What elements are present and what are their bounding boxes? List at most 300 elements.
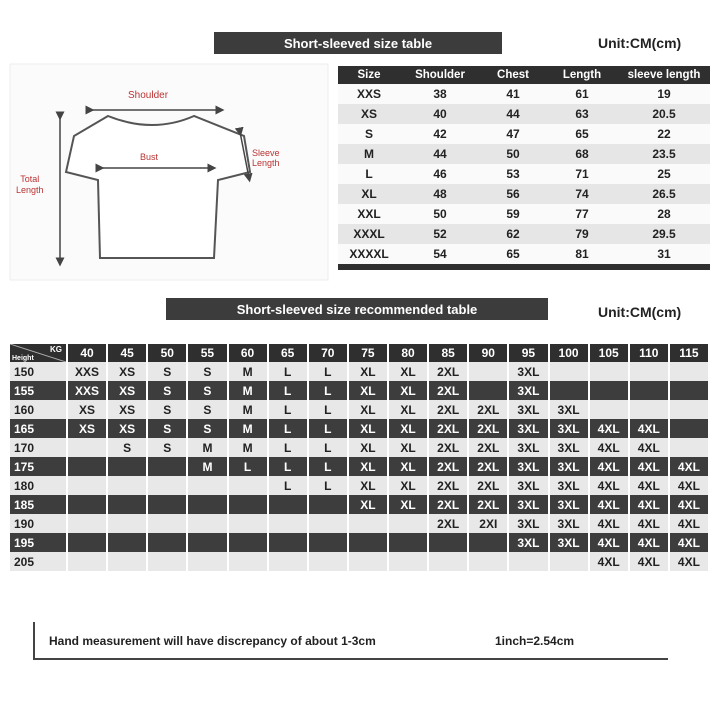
sleeve-length-label <box>252 148 280 168</box>
recommended-size-cell <box>389 552 427 571</box>
measurement-cell: 53 <box>480 164 546 184</box>
recommended-size-cell <box>188 514 226 533</box>
measurement-cell: 26.5 <box>618 184 710 204</box>
weight-header-cell: 50 <box>148 344 186 362</box>
recommended-size-cell: L <box>269 419 307 438</box>
recommended-size-cell: 4XL <box>590 457 628 476</box>
recommended-size-cell <box>108 514 146 533</box>
recommended-size-cell: S <box>148 419 186 438</box>
measurement-cell: 48 <box>400 184 480 204</box>
recommended-size-cell: 2XL <box>429 495 467 514</box>
recommended-size-cell <box>550 362 588 381</box>
recommended-size-cell: 2XL <box>469 438 507 457</box>
recommended-size-cell: 2XL <box>429 400 467 419</box>
recommended-size-cell: 2XL <box>429 362 467 381</box>
sleeve-label-line1: Sleeve <box>252 148 280 158</box>
size-name-cell: XXXXL <box>338 244 400 264</box>
recommended-size-cell: M <box>229 362 267 381</box>
recommended-row <box>10 495 708 514</box>
recommended-size-cell <box>108 495 146 514</box>
size-name-cell: M <box>338 144 400 164</box>
recommended-size-cell <box>670 362 708 381</box>
weight-header-cell: 105 <box>590 344 628 362</box>
recommended-size-cell: S <box>188 419 226 438</box>
recommended-size-cell: XL <box>389 438 427 457</box>
recommended-size-cell: M <box>188 438 226 457</box>
recommended-size-cell <box>188 552 226 571</box>
recommended-size-cell <box>429 533 467 552</box>
recommended-size-cell: 2XL <box>469 495 507 514</box>
weight-header-cell: 110 <box>630 344 668 362</box>
weight-header-cell: 75 <box>349 344 387 362</box>
recommended-size-cell: S <box>188 381 226 400</box>
recommended-size-cell: 4XL <box>670 476 708 495</box>
recommended-size-cell: XL <box>349 419 387 438</box>
recommended-size-cell: M <box>229 438 267 457</box>
bust-label: Bust <box>140 152 159 162</box>
height-cell: 160 <box>10 400 66 419</box>
recommended-size-cell: 4XL <box>590 476 628 495</box>
height-cell: 205 <box>10 552 66 571</box>
measurement-cell: 47 <box>480 124 546 144</box>
recommended-size-cell: 3XL <box>550 438 588 457</box>
measurement-cell: 31 <box>618 244 710 264</box>
weight-header-cell: 85 <box>429 344 467 362</box>
recommended-size-cell: 3XL <box>509 495 547 514</box>
recommended-size-cell <box>349 533 387 552</box>
measurement-cell: 68 <box>546 144 618 164</box>
recommended-size-cell: 2XL <box>429 419 467 438</box>
recommended-size-cell <box>68 457 106 476</box>
corner-cell <box>10 344 66 362</box>
recommended-size-cell: 2XL <box>469 400 507 419</box>
recommended-size-cell <box>269 495 307 514</box>
recommended-size-cell <box>670 381 708 400</box>
height-cell: 165 <box>10 419 66 438</box>
recommended-size-cell: XL <box>349 381 387 400</box>
recommended-size-cell: 3XL <box>509 362 547 381</box>
recommended-size-cell <box>188 533 226 552</box>
recommended-size-cell: 2XL <box>429 381 467 400</box>
recommended-size-cell: XL <box>349 476 387 495</box>
recommended-size-cell: 4XL <box>630 457 668 476</box>
size-table-header <box>338 66 710 84</box>
recommended-size-cell: 3XL <box>550 400 588 419</box>
height-cell: 170 <box>10 438 66 457</box>
size-table-banner: Short-sleeved size table <box>214 32 502 54</box>
recommended-size-cell <box>550 381 588 400</box>
recommended-size-cell: XL <box>349 457 387 476</box>
corner-kg-label: KG <box>50 345 62 354</box>
recommended-size-cell: XS <box>108 419 146 438</box>
recommended-size-cell <box>590 362 628 381</box>
recommended-size-cell: L <box>309 419 347 438</box>
measurement-cell: 62 <box>480 224 546 244</box>
recommended-size-cell: 2XL <box>469 457 507 476</box>
recommended-size-cell: L <box>309 381 347 400</box>
recommended-size-cell <box>229 552 267 571</box>
measurement-cell: 41 <box>480 84 546 104</box>
measurement-cell: 56 <box>480 184 546 204</box>
recommended-size-cell <box>389 533 427 552</box>
recommended-row <box>10 552 708 571</box>
recommended-size-cell <box>188 476 226 495</box>
recommended-size-cell <box>68 476 106 495</box>
recommended-row <box>10 533 708 552</box>
sleeve-label-line2: Length <box>252 158 280 168</box>
recommended-size-cell <box>269 533 307 552</box>
recommended-size-cell: XXS <box>68 381 106 400</box>
recommended-size-cell: 3XL <box>509 476 547 495</box>
recommended-size-cell: 4XL <box>590 533 628 552</box>
recommended-table-wrap <box>8 344 710 571</box>
recommended-size-cell <box>670 400 708 419</box>
weight-header-cell: 115 <box>670 344 708 362</box>
size-name-cell: XL <box>338 184 400 204</box>
recommended-size-cell: XL <box>389 400 427 419</box>
recommended-row <box>10 381 708 400</box>
recommended-size-cell: 3XL <box>509 457 547 476</box>
recommended-size-cell: S <box>108 438 146 457</box>
recommended-size-cell: S <box>188 400 226 419</box>
recommended-size-cell: XL <box>349 438 387 457</box>
recommended-size-cell <box>269 552 307 571</box>
recommended-size-cell <box>229 533 267 552</box>
recommended-size-cell: M <box>188 457 226 476</box>
recommended-size-cell: 2XL <box>469 476 507 495</box>
recommended-size-cell: M <box>229 400 267 419</box>
size-header-cell: Size <box>338 66 400 84</box>
recommended-size-cell <box>509 552 547 571</box>
measurement-cell: 63 <box>546 104 618 124</box>
recommended-size-cell: S <box>188 362 226 381</box>
recommended-size-cell: XL <box>349 362 387 381</box>
weight-header-cell: 60 <box>229 344 267 362</box>
recommended-size-cell: XL <box>389 457 427 476</box>
recommended-size-cell <box>469 552 507 571</box>
recommended-size-cell: 4XL <box>630 533 668 552</box>
measurement-cell: 29.5 <box>618 224 710 244</box>
total-label-line2: Length <box>16 185 44 195</box>
recommended-size-cell: L <box>229 457 267 476</box>
recommended-row <box>10 476 708 495</box>
recommended-size-cell: L <box>309 476 347 495</box>
recommended-row <box>10 438 708 457</box>
recommended-size-cell: 3XL <box>509 514 547 533</box>
weight-header-cell: 100 <box>550 344 588 362</box>
recommended-size-cell: 4XL <box>630 476 668 495</box>
recommended-size-cell: XL <box>389 381 427 400</box>
recommended-size-cell <box>108 533 146 552</box>
recommended-size-cell: 2XL <box>469 419 507 438</box>
recommended-size-cell <box>309 552 347 571</box>
measurement-cell: 38 <box>400 84 480 104</box>
height-cell: 185 <box>10 495 66 514</box>
recommended-size-cell <box>68 514 106 533</box>
footer-note-box <box>33 622 668 660</box>
measurement-cell: 65 <box>546 124 618 144</box>
measurement-cell: 44 <box>400 144 480 164</box>
weight-header-cell: 55 <box>188 344 226 362</box>
size-header-cell: Shoulder <box>400 66 480 84</box>
measurement-cell: 50 <box>480 144 546 164</box>
recommended-table-banner: Short-sleeved size recommended table <box>166 298 548 320</box>
measurement-cell: 54 <box>400 244 480 264</box>
measurement-cell: 77 <box>546 204 618 224</box>
footer-bar-cell <box>338 264 710 270</box>
measurement-cell: 28 <box>618 204 710 224</box>
recommended-size-cell <box>108 457 146 476</box>
measurement-cell: 52 <box>400 224 480 244</box>
weight-header-cell: 80 <box>389 344 427 362</box>
recommended-row <box>10 362 708 381</box>
total-length-label <box>16 174 44 196</box>
size-table-row <box>338 104 710 124</box>
weight-header-cell: 45 <box>108 344 146 362</box>
size-header-cell: Length <box>546 66 618 84</box>
recommended-size-cell <box>630 362 668 381</box>
measurement-cell: 22 <box>618 124 710 144</box>
recommended-size-cell <box>349 552 387 571</box>
recommended-size-cell: 3XL <box>550 533 588 552</box>
recommended-size-cell: 3XL <box>550 419 588 438</box>
recommended-size-cell: 3XL <box>550 457 588 476</box>
recommended-size-cell <box>269 514 307 533</box>
recommended-size-cell <box>670 438 708 457</box>
measurement-cell: 25 <box>618 164 710 184</box>
measurement-cell: 46 <box>400 164 480 184</box>
measurement-cell: 81 <box>546 244 618 264</box>
recommended-size-cell <box>469 381 507 400</box>
recommended-size-cell <box>630 400 668 419</box>
recommended-size-cell <box>68 552 106 571</box>
unit-label-top: Unit:CM(cm) <box>598 35 682 51</box>
recommended-size-cell <box>349 514 387 533</box>
recommended-size-cell <box>309 514 347 533</box>
measurement-cell: 59 <box>480 204 546 224</box>
recommended-size-cell: L <box>269 476 307 495</box>
recommended-size-cell: 4XL <box>590 419 628 438</box>
recommended-size-cell: 4XL <box>670 552 708 571</box>
weight-header-cell: 90 <box>469 344 507 362</box>
recommended-size-cell <box>188 495 226 514</box>
recommended-size-cell <box>389 514 427 533</box>
recommended-size-cell: L <box>309 362 347 381</box>
size-name-cell: L <box>338 164 400 184</box>
size-name-cell: XXS <box>338 84 400 104</box>
size-name-cell: XS <box>338 104 400 124</box>
measurement-cell: 19 <box>618 84 710 104</box>
size-name-cell: S <box>338 124 400 144</box>
measurement-cell: 74 <box>546 184 618 204</box>
recommended-size-cell <box>148 476 186 495</box>
recommended-size-cell: 3XL <box>509 400 547 419</box>
recommended-size-cell <box>469 533 507 552</box>
size-table-row <box>338 204 710 224</box>
inch-conversion-note: 1inch=2.54cm <box>495 634 575 648</box>
recommended-size-cell: 3XL <box>550 476 588 495</box>
recommended-size-cell: M <box>229 419 267 438</box>
recommended-size-cell: 4XL <box>590 552 628 571</box>
recommended-size-cell <box>630 381 668 400</box>
measurement-cell: 40 <box>400 104 480 124</box>
measurement-cell: 44 <box>480 104 546 124</box>
recommended-size-cell: L <box>269 438 307 457</box>
recommended-size-cell: 2XL <box>429 476 467 495</box>
size-table <box>338 66 710 270</box>
weight-header-cell: 40 <box>68 344 106 362</box>
size-table-row <box>338 244 710 264</box>
recommended-size-cell: 4XL <box>670 533 708 552</box>
measurement-cell: 23.5 <box>618 144 710 164</box>
recommended-size-cell: 2XL <box>429 514 467 533</box>
recommended-size-cell <box>108 476 146 495</box>
recommended-size-cell <box>148 533 186 552</box>
weight-header-cell: 95 <box>509 344 547 362</box>
total-label-line1: Total <box>20 174 40 184</box>
recommended-size-cell <box>68 533 106 552</box>
recommended-size-cell: XS <box>68 419 106 438</box>
recommended-size-cell: XL <box>389 419 427 438</box>
height-cell: 175 <box>10 457 66 476</box>
recommended-size-cell <box>148 495 186 514</box>
size-table-row <box>338 164 710 184</box>
size-name-cell: XXXL <box>338 224 400 244</box>
recommended-size-cell: 4XL <box>590 495 628 514</box>
measurement-cell: 71 <box>546 164 618 184</box>
recommended-header-row <box>10 344 708 362</box>
recommended-size-cell <box>550 552 588 571</box>
recommended-size-cell <box>148 514 186 533</box>
recommended-size-cell: XL <box>349 495 387 514</box>
recommended-size-cell <box>590 400 628 419</box>
height-cell: 180 <box>10 476 66 495</box>
recommended-size-cell: 4XL <box>590 514 628 533</box>
recommended-size-cell: 3XL <box>509 438 547 457</box>
recommended-row <box>10 419 708 438</box>
recommended-size-cell <box>229 495 267 514</box>
unit-label-mid: Unit:CM(cm) <box>598 304 682 320</box>
height-cell: 195 <box>10 533 66 552</box>
recommended-size-cell: 3XL <box>509 381 547 400</box>
recommended-size-cell: XS <box>108 381 146 400</box>
recommended-size-cell: XL <box>389 362 427 381</box>
measurement-cell: 50 <box>400 204 480 224</box>
recommended-size-cell: XS <box>108 400 146 419</box>
recommended-row <box>10 457 708 476</box>
recommended-size-cell: 3XL <box>509 533 547 552</box>
recommended-size-cell: XL <box>389 495 427 514</box>
size-table-row <box>338 224 710 244</box>
measurement-cell: 61 <box>546 84 618 104</box>
recommended-size-cell: L <box>309 438 347 457</box>
recommended-table <box>8 344 710 571</box>
recommended-size-cell <box>590 381 628 400</box>
size-table-row <box>338 184 710 204</box>
tshirt-diagram <box>8 62 330 282</box>
recommended-size-cell <box>229 514 267 533</box>
height-cell: 150 <box>10 362 66 381</box>
recommended-row <box>10 514 708 533</box>
recommended-size-cell: 2XI <box>469 514 507 533</box>
recommended-size-cell: 4XL <box>630 419 668 438</box>
recommended-size-cell <box>309 533 347 552</box>
size-table-row <box>338 84 710 104</box>
recommended-size-cell: S <box>148 362 186 381</box>
recommended-size-cell: 4XL <box>630 552 668 571</box>
measurement-cell: 79 <box>546 224 618 244</box>
recommended-size-cell: XXS <box>68 362 106 381</box>
size-header-cell: sleeve length <box>618 66 710 84</box>
recommended-size-cell: 4XL <box>670 514 708 533</box>
recommended-size-cell <box>68 438 106 457</box>
recommended-size-cell <box>309 495 347 514</box>
height-cell: 155 <box>10 381 66 400</box>
recommended-size-cell <box>148 457 186 476</box>
recommended-size-cell: L <box>269 362 307 381</box>
recommended-size-cell: L <box>309 457 347 476</box>
recommended-size-cell: L <box>269 381 307 400</box>
size-header-cell: Chest <box>480 66 546 84</box>
recommended-size-cell <box>68 495 106 514</box>
recommended-size-cell: 4XL <box>670 457 708 476</box>
recommended-size-cell: XS <box>68 400 106 419</box>
recommended-size-cell <box>108 552 146 571</box>
recommended-size-cell <box>229 476 267 495</box>
size-table-row <box>338 144 710 164</box>
recommended-size-cell: L <box>269 457 307 476</box>
recommended-size-cell: 3XL <box>550 514 588 533</box>
measurement-cell: 65 <box>480 244 546 264</box>
recommended-size-cell: XL <box>349 400 387 419</box>
tshirt-outline-icon <box>8 62 330 282</box>
weight-header-cell: 70 <box>309 344 347 362</box>
recommended-size-cell <box>670 419 708 438</box>
recommended-size-cell: 4XL <box>630 495 668 514</box>
recommended-size-cell: S <box>148 381 186 400</box>
recommended-size-cell: 3XL <box>550 495 588 514</box>
recommended-size-cell: L <box>269 400 307 419</box>
shoulder-label: Shoulder <box>128 90 169 101</box>
measurement-cell: 20.5 <box>618 104 710 124</box>
height-cell: 190 <box>10 514 66 533</box>
recommended-size-cell: 4XL <box>590 438 628 457</box>
size-table-row <box>338 124 710 144</box>
recommended-size-cell <box>148 552 186 571</box>
recommended-size-cell: 2XL <box>429 438 467 457</box>
recommended-size-cell <box>429 552 467 571</box>
size-name-cell: XXL <box>338 204 400 224</box>
recommended-size-cell: XL <box>389 476 427 495</box>
discrepancy-note: Hand measurement will have discrepancy of about 1-3cm <box>49 634 376 648</box>
recommended-row <box>10 400 708 419</box>
recommended-size-cell: 4XL <box>630 438 668 457</box>
corner-height-label: Height <box>12 355 34 362</box>
recommended-size-cell: S <box>148 438 186 457</box>
recommended-size-cell: XS <box>108 362 146 381</box>
weight-header-cell: 65 <box>269 344 307 362</box>
measurement-cell: 42 <box>400 124 480 144</box>
recommended-size-cell: 4XL <box>630 514 668 533</box>
recommended-size-cell <box>469 362 507 381</box>
recommended-size-cell: 4XL <box>670 495 708 514</box>
recommended-size-cell: M <box>229 381 267 400</box>
recommended-size-cell: 3XL <box>509 419 547 438</box>
size-table-footer-bar <box>338 264 710 270</box>
recommended-size-cell: L <box>309 400 347 419</box>
recommended-size-cell: S <box>148 400 186 419</box>
recommended-size-cell: 2XL <box>429 457 467 476</box>
